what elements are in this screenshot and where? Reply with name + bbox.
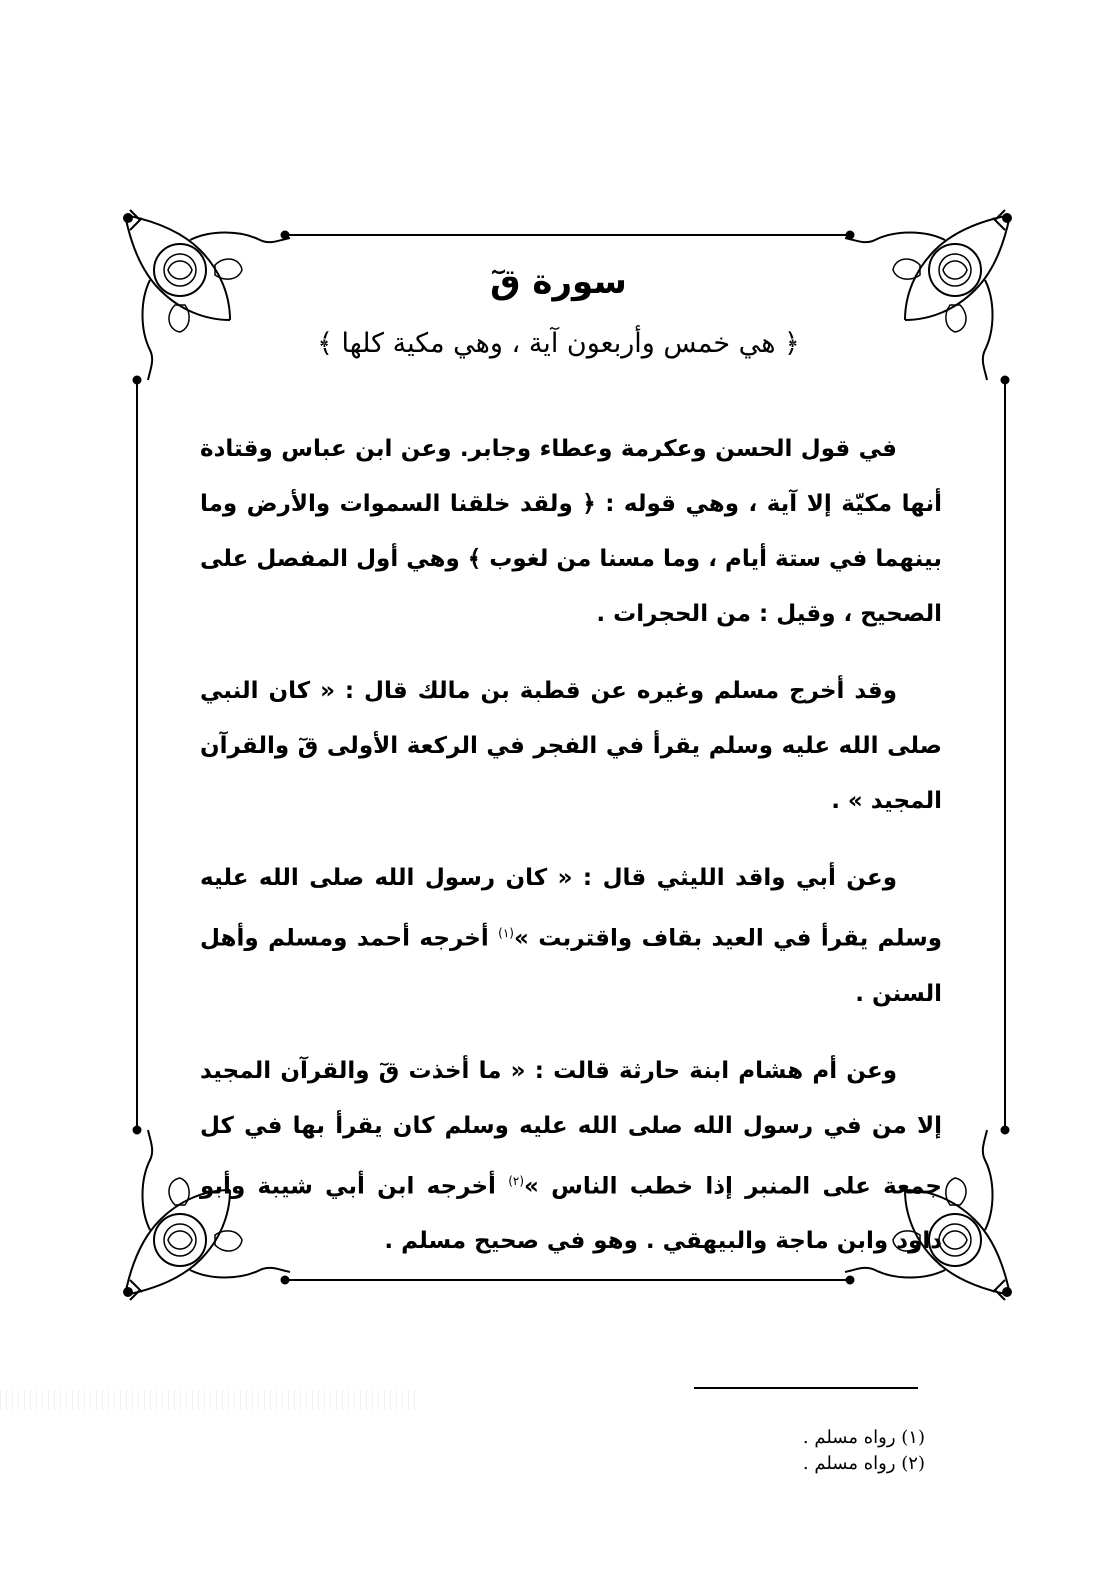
scan-noise: [0, 1390, 420, 1410]
paragraph-3-text: وعن أبي واقد الليثي قال : « كان رسول الله صلى الله عليه وسلم يقرأ في العيد بقاف واقتربت »: [200, 865, 942, 952]
footnotes: [600, 1425, 925, 1477]
paragraph-4-text: وعن أم هشام ابنة حارثة قالت : « ما أخذت قٓ والقرآن المجيد إلا من في رسول الله صلى الله عليه وسلم كان يقرأ بها في كل جمعة على المنبر إذا خطب الناس »: [200, 1057, 943, 1200]
paragraph-3-tail: أخرجه أحمد ومسلم وأهل السنن .: [200, 925, 942, 1007]
page-subtitle: ﴿ هي خمس وأربعون آية ، وهي مكية كلها ﴾: [317, 328, 800, 359]
paragraph-3: [200, 851, 942, 1022]
footnote-ref-2: (٢): [508, 1173, 525, 1188]
footnote-divider: [694, 1387, 918, 1389]
page-title: سورة قٓ: [490, 262, 627, 302]
paragraph-4: [200, 1044, 942, 1270]
main-text: [200, 422, 942, 1291]
footnote-ref-1: (١): [498, 926, 514, 940]
footnote-1: (١) رواه مسلم .: [802, 1427, 925, 1448]
footnote-2: (٢) رواه مسلم .: [802, 1453, 925, 1474]
paragraph-1: [200, 422, 942, 642]
paragraph-2: [200, 664, 942, 829]
paragraph-4-tail: أخرجه ابن أبي شيبة وأبو داود وابن ماجة والبيهقي . وهو في صحيح مسلم .: [200, 1173, 942, 1255]
paragraph-1-text: في قول الحسن وعكرمة وعطاء وجابر. وعن ابن عباس وقتادة أنها مكيّة إلا آية ، وهي قوله : ﴿ ولقد خلقنا السموات والأرض وما بينهما في ستة أيام ، وما مسنا من لغوب ﴾ وهي أول المفصل على الصحيح ، وقيل : من الحجرات .: [200, 436, 942, 627]
paragraph-2-text: وقد أخرج مسلم وغيره عن قطبة بن مالك قال : « كان النبي صلى الله عليه وسلم يقرأ في الفجر في الركعة الأولى قٓ والقرآن المجيد » .: [200, 678, 942, 814]
